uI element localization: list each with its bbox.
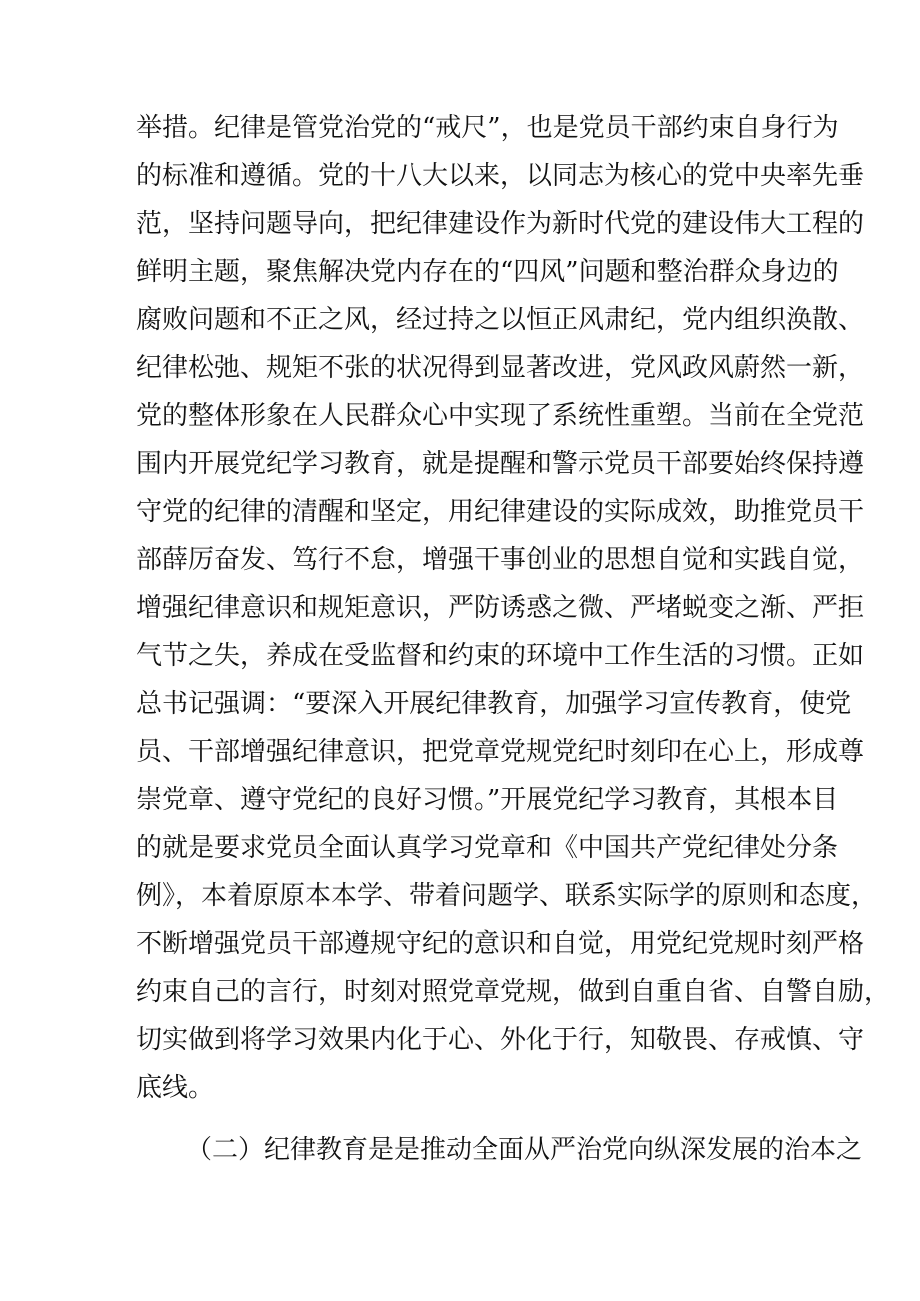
paragraph-line: 范，坚持问题导向，把纪律建设作为新时代党的建设伟大工程的 <box>136 209 865 239</box>
paragraph-line: 守党的纪律的清醒和坚定，用纪律建设的实际成效，助推党员干 <box>136 497 865 527</box>
section-heading: （二）纪律教育是是推动全面从严治党向纵深发展的治本之 <box>186 1135 863 1165</box>
paragraph-line: 切实做到将学习效果内化于心、外化于行，知敬畏、存戒慎、守 <box>136 1025 865 1055</box>
paragraph-line: 员、干部增强纪律意识，把党章党规党纪时刻印在心上，形成尊 <box>136 737 865 767</box>
paragraph-line: 增强纪律意识和规矩意识，严防诱惑之微、严堵蜕变之渐、严拒 <box>136 593 865 623</box>
paragraph-line: 例》，本着原原本本学、带着问题学、联系实际学的原则和态度， <box>136 881 878 911</box>
paragraph-line: 的就是要求党员全面认真学习党章和《中国共产党纪律处分条 <box>136 833 839 863</box>
paragraph-line: 纪律松弛、规矩不张的状况得到显著改进，党风政风蔚然一新， <box>136 353 865 383</box>
paragraph-line: 围内开展党纪学习教育，就是提醒和警示党员干部要始终保持遵 <box>136 449 865 479</box>
paragraph-line: 底线。 <box>136 1073 215 1103</box>
paragraph-line: 党的整体形象在人民群众心中实现了系统性重塑。当前在全党范 <box>136 401 865 431</box>
paragraph-line: 总书记强调：“要深入开展纪律教育，加强学习宣传教育，使党 <box>136 689 852 719</box>
paragraph-line: 部薛厉奋发、笃行不怠，增强干事创业的思想自觉和实践自觉， <box>136 545 865 575</box>
paragraph-line: 崇党章、遵守党纪的良好习惯。”开展党纪学习教育，其根本目 <box>136 785 839 815</box>
paragraph-line: 腐败问题和不正之风，经过持之以恒正风肃纪，党内组织涣散、 <box>136 305 865 335</box>
paragraph-line: 鲜明主题，聚焦解决党内存在的“四风”问题和整治群众身边的 <box>136 257 839 287</box>
paragraph-line: 不断增强党员干部遵规守纪的意识和自觉，用党纪党规时刻严格 <box>136 929 865 959</box>
paragraph-line: 气节之失，养成在受监督和约束的环境中工作生活的习惯。正如 <box>136 641 865 671</box>
paragraph-line: 举措。纪律是管党治党的“戒尺”，也是党员干部约束自身行为 <box>136 113 839 143</box>
paragraph-line: 约束自己的言行，时刻对照党章党规，做到自重自省、自警自励， <box>136 977 891 1007</box>
paragraph-line: 的标准和遵循。党的十八大以来，以同志为核心的党中央率先垂 <box>136 161 865 191</box>
